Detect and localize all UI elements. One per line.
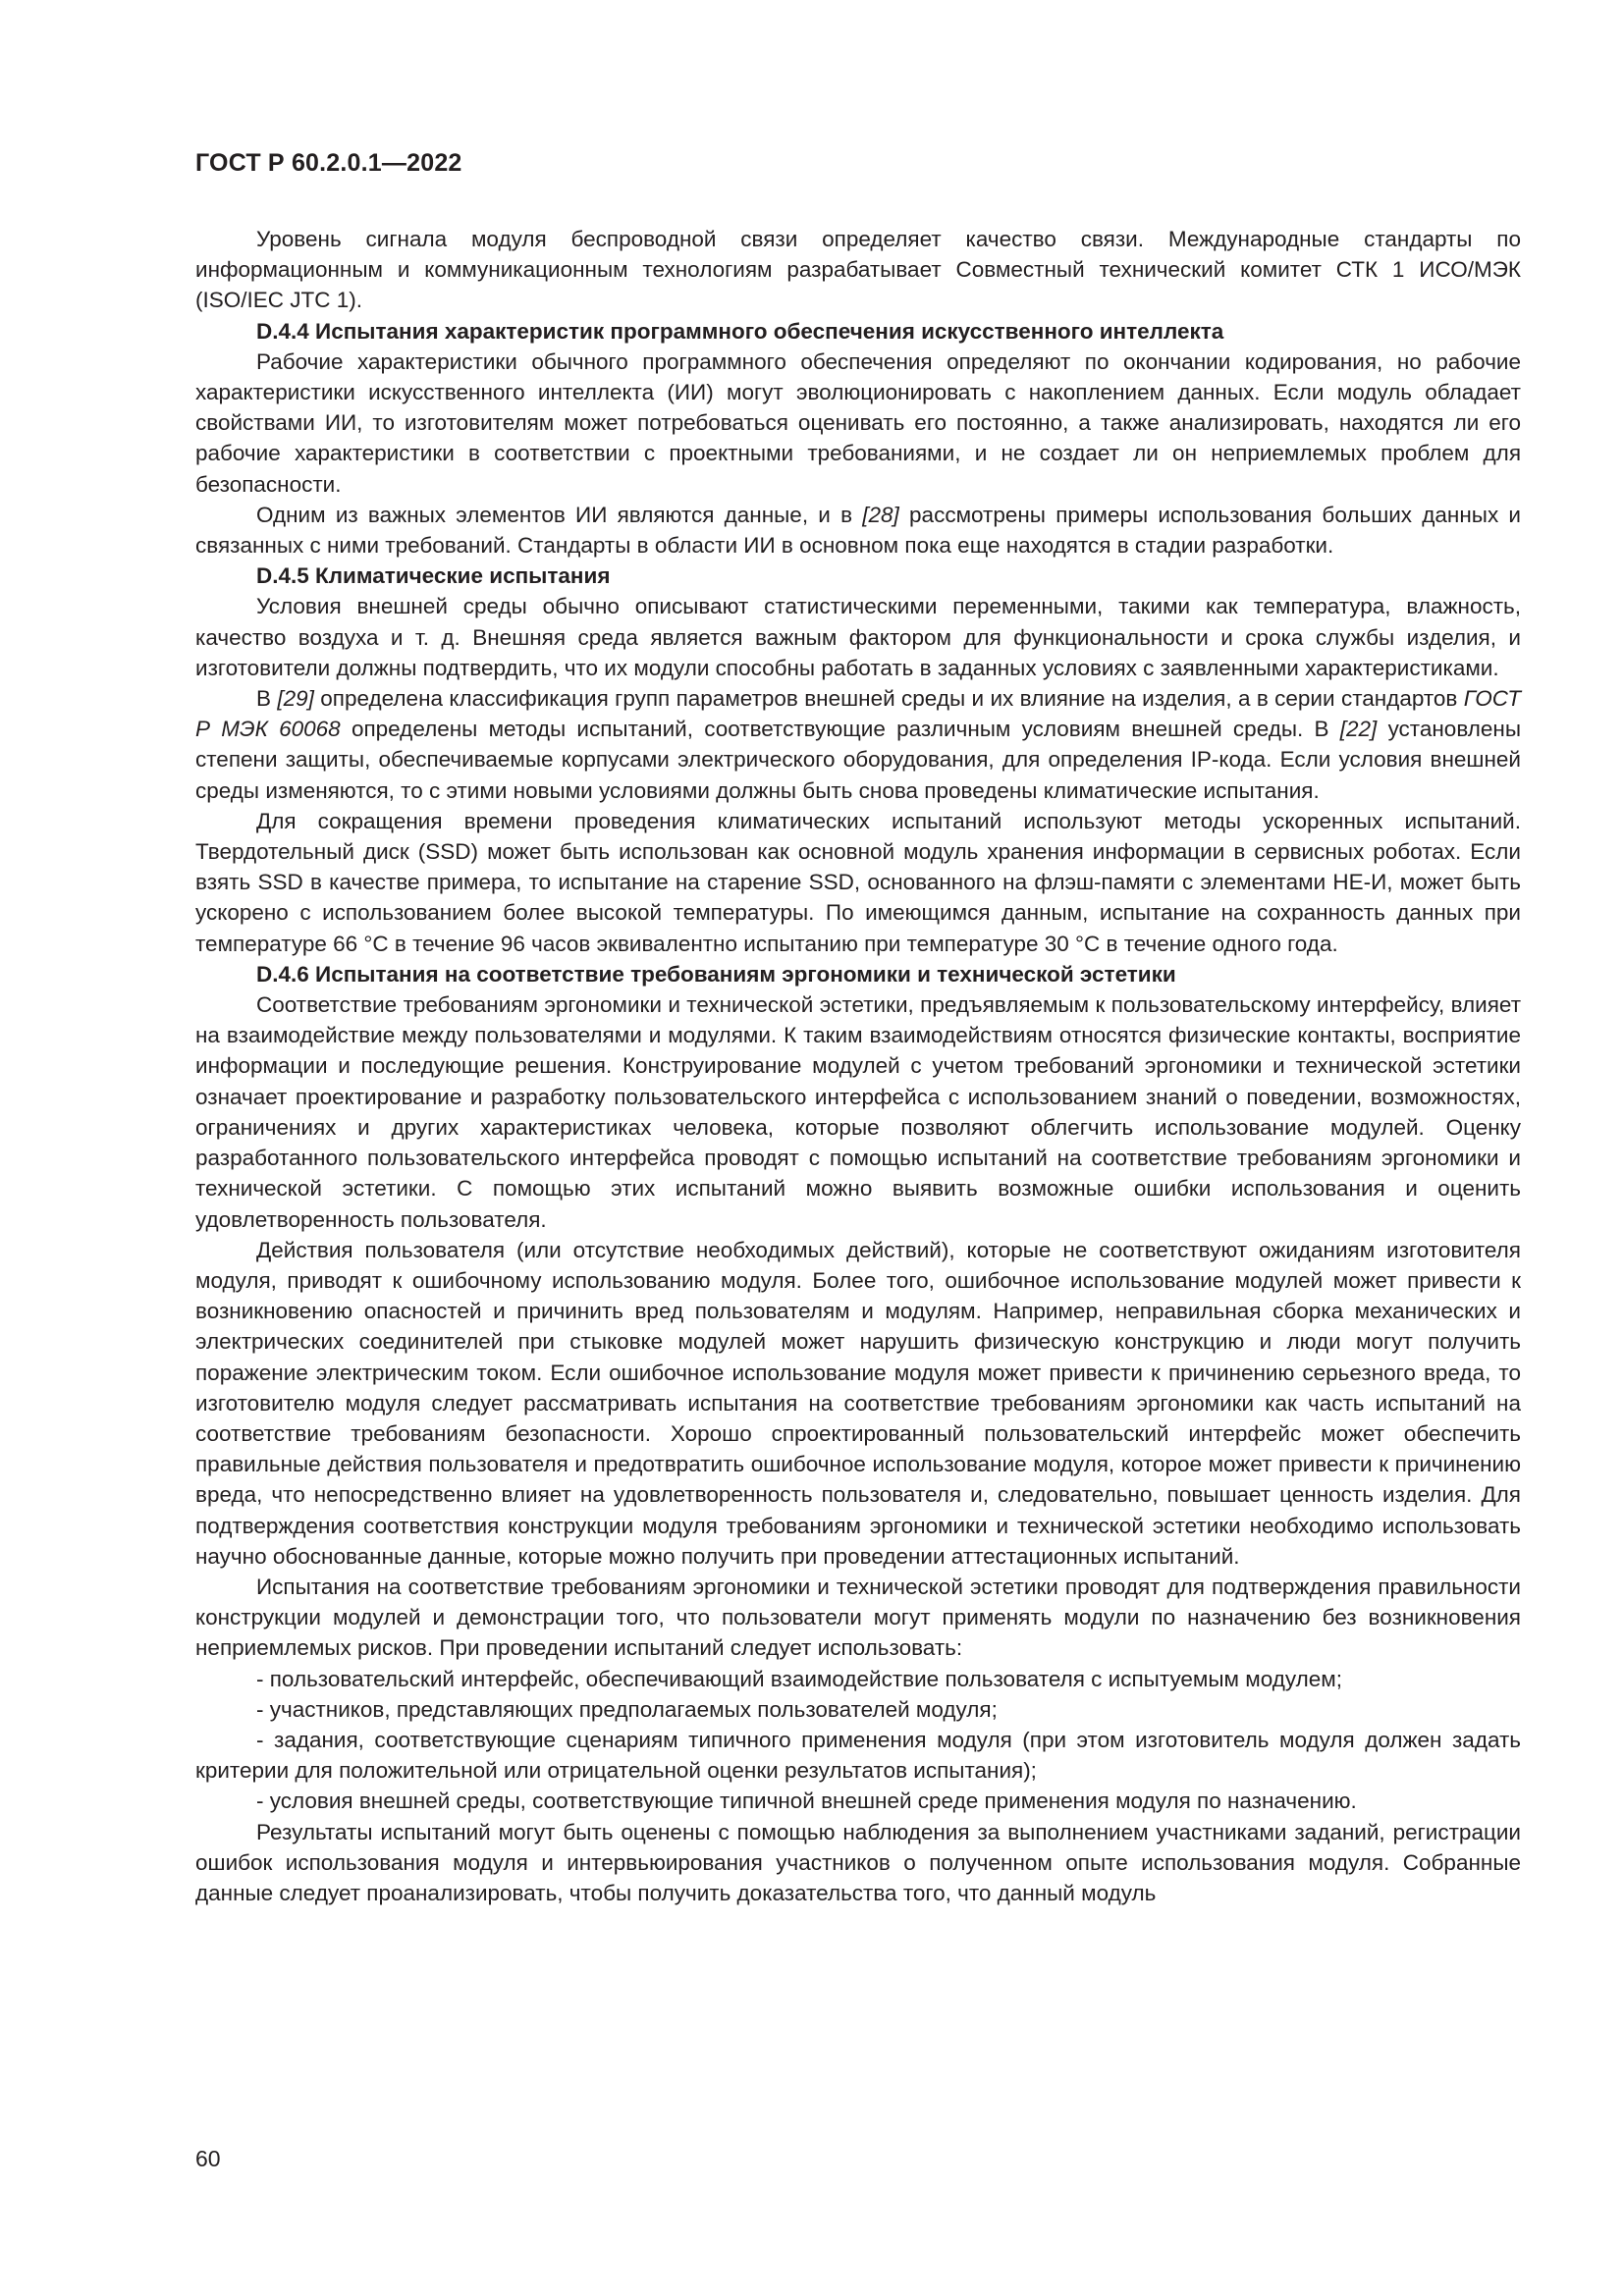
- list-item: - задания, соответствующие сценариям типичного применения модуля (при этом изготовитель модуля должен задать критерии для положительной или отрицательной оценки результатов испытания);: [195, 1727, 1521, 1784]
- paragraph: Действия пользователя (или отсутствие необходимых действий), которые не соответствуют ожиданиям изготовителя модуля, приводят к ошибочному использованию модуля. Более того, ошибочное использование модулей может привести к возникновению опасностей и причинить вред пользователям и модулям. Например, неправильная сборка механических и электрических соединителей при стыковке модулей может нарушить физическую конструкцию и люди могут получить поражение электрическим током. Если ошибочное использование модуля может привести к причинению серьезного вреда, то изготовителю модуля следует рассматривать испытания на соответствие требованиям эргономики как часть испытаний на соответствие требованиям безопасности. Хорошо спроектированный пользовательский интерфейс может обеспечить правильные действия пользователя и предотвратить ошибочное использование модуля, которое может привести к причинению вреда, что непосредственно влияет на удовлетворенность пользователя и, следовательно, повышает ценность изделия. Для подтверждения соответствия конструкции модуля требованиям эргономики и технической эстетики необходимо использовать научно обоснованные данные, которые можно получить при проведении аттестационных испытаний.: [195, 1237, 1521, 1569]
- paragraph: Для сокращения времени проведения климатических испытаний используют методы ускоренных испытаний. Твердотельный диск (SSD) может быть использован как основной модуль хранения информации в сервисных роботах. Если взять SSD в качестве примера, то испытание на старение SSD, основанного на флэш-памяти с элементами НЕ-И, может быть ускорено с использованием более высокой температуры. По имеющимся данным, испытание на сохранность данных при температуре 66 °С в течение 96 часов эквивалентно испытанию при температуре 30 °С в течение одного года.: [195, 808, 1521, 956]
- document-body: [195, 224, 1521, 1908]
- page-number: 60: [195, 2146, 221, 2171]
- paragraph: Соответствие требованиям эргономики и технической эстетики, предъявляемым к пользовательскому интерфейсу, влияет на взаимодействие между пользователями и модулями. К таким взаимодействиям относятся физические контакты, восприятие информации и последующие решения. Конструирование модулей с учетом требований эргономики и технической эстетики означает проектирование и разработку пользовательского интерфейса с использованием знаний о поведении, возможностях, ограничениях и других характеристиках человека, которые позволяют облегчить использование модулей. Оценку разработанного пользовательского интерфейса проводят с помощью испытаний на соответствие требованиям эргономики и технической эстетики. С помощью этих испытаний можно выявить возможные ошибки использования и оценить удовлетворенность пользователя.: [195, 992, 1521, 1232]
- bibliography-reference: [28]: [862, 502, 899, 527]
- section-heading-d46: D.4.6 Испытания на соответствие требованиям эргономики и технической эстетики: [256, 961, 1176, 987]
- text-run: определены методы испытаний, соответствующие различным условиям внешней среды. В: [340, 717, 1340, 742]
- text-run: рассмотрены примеры использования больших данных и связанных с ними требований. Стандарты в области ИИ в основном пока еще находятся в стадии разработки.: [195, 502, 1521, 559]
- paragraph: Испытания на соответствие требованиям эргономики и технической эстетики проводят для подтверждения правильности конструкции модулей и демонстрации того, что пользователи могут применять модули по назначению без возникновения неприемлемых рисков. При проведении испытаний следует использовать:: [195, 1574, 1521, 1661]
- paragraph: [195, 683, 1521, 806]
- bibliography-reference: [29]: [277, 686, 314, 712]
- document-header: ГОСТ Р 60.2.0.1—2022: [195, 149, 462, 177]
- list-item: - участников, представляющих предполагаемых пользователей модуля;: [256, 1696, 998, 1722]
- paragraph: [195, 500, 1521, 561]
- text-run: установлены степени защиты, обеспечиваемые корпусами электрического оборудования, для определения IP-кода. Если условия внешней среды изменяются, то с этими новыми условиями должны быть снова проведены климатические испытания.: [195, 717, 1521, 803]
- requirements-list: [195, 1664, 1521, 1817]
- paragraph: Уровень сигнала модуля беспроводной связи определяет качество связи. Международные стандарты по информационным и коммуникационным технологиям разрабатывает Совместный технический комитет СТК 1 ИСО/МЭК (ISO/IEC JTC 1).: [195, 227, 1521, 313]
- text-run: В: [256, 686, 278, 712]
- text-run: определена классификация групп параметров внешней среды и их влияние на изделия, а в серии стандартов: [313, 686, 1464, 712]
- paragraph: Результаты испытаний могут быть оценены с помощью наблюдения за выполнением участниками заданий, регистрации ошибок использования модуля и интервьюирования участников о полученном опыте использования модуля. Собранные данные следует проанализировать, чтобы получить доказательства того, что данный модуль: [195, 1819, 1521, 1905]
- paragraph: Рабочие характеристики обычного программного обеспечения определяют по окончании кодирования, но рабочие характеристики искусственного интеллекта (ИИ) могут эволюционировать с накоплением данных. Если модуль обладает свойствами ИИ, то изготовителям может потребоваться оценивать его постоянно, а также анализировать, находятся ли его рабочие характеристики в соответствии с проектными требованиями, и не создает ли он неприемлемых проблем для безопасности.: [195, 348, 1521, 497]
- bibliography-reference: [22]: [1339, 717, 1378, 742]
- text-run: Одним из важных элементов ИИ являются данные, и в: [256, 502, 863, 527]
- section-heading-d45: D.4.5 Климатические испытания: [256, 563, 611, 589]
- paragraph: Условия внешней среды обычно описывают статистическими переменными, такими как температура, влажность, качество воздуха и т. д. Внешняя среда является важным фактором для функциональности и срока службы изделия, и изготовители должны подтвердить, что их модули способны работать в заданных условиях с заявленными характеристиками.: [195, 594, 1521, 680]
- section-heading-d44: D.4.4 Испытания характеристик программного обеспечения искусственного интеллекта: [256, 318, 1224, 344]
- list-item: - пользовательский интерфейс, обеспечивающий взаимодействие пользователя с испытуемым модулем;: [256, 1666, 1343, 1691]
- standard-reference: ГОСТ Р МЭК 60068: [195, 686, 1521, 742]
- list-item: - условия внешней среды, соответствующие типичной внешней среде применения модуля по назначению.: [256, 1789, 1357, 1814]
